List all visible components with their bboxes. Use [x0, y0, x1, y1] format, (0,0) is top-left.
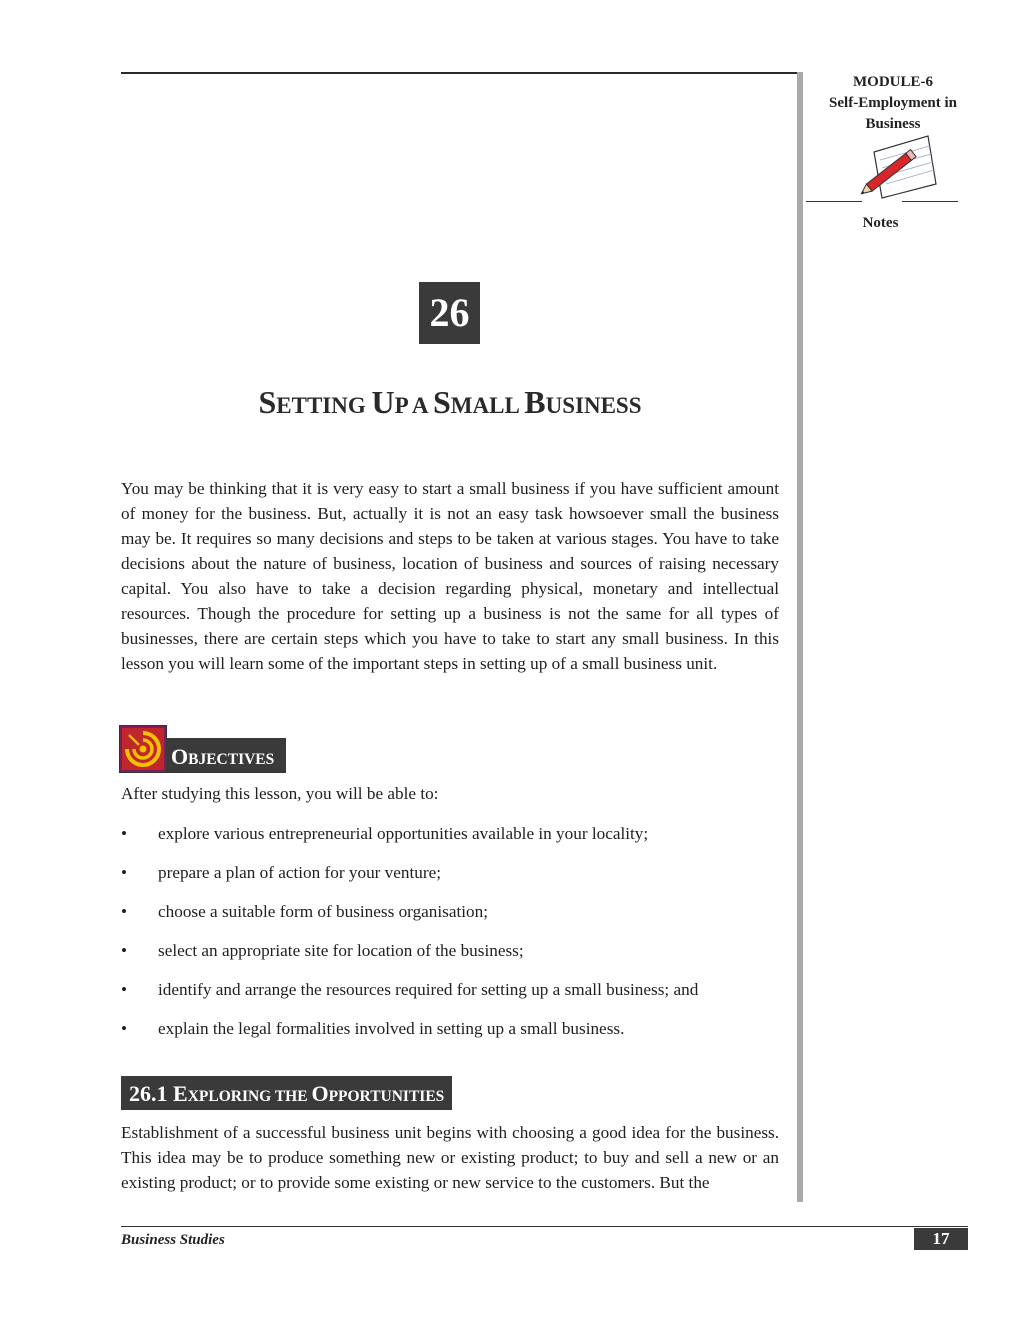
title-smallcaps: MALL — [450, 393, 525, 418]
bullet-icon: • — [121, 980, 128, 999]
notes-rule-left — [806, 201, 862, 202]
objectives-heading-rest: BJECTIVES — [188, 751, 275, 768]
list-item — [121, 938, 781, 977]
list-item — [121, 977, 781, 1016]
bullet-icon: • — [121, 941, 128, 960]
list-item-text: prepare a plan of action for your venture; — [158, 863, 441, 882]
module-name-line2: Business — [865, 116, 921, 132]
title-smallcaps: USINESS — [545, 393, 642, 418]
footer-book-title: Business Studies — [121, 1232, 225, 1248]
list-item-text: choose a suitable form of business organisation; — [158, 902, 489, 921]
bullet-icon: • — [121, 902, 128, 921]
title-initial: U — [371, 384, 395, 420]
title-initial: S — [432, 384, 451, 420]
list-item-text: select an appropriate site for location of the business; — [158, 941, 524, 960]
section-title-initial: E — [173, 1081, 188, 1106]
section-paragraph: Establishment of a successful business unit begins with choosing a good idea for the business. This idea may be to produce something new or existing product; to buy and sell a new or an existing product; or to provide some existing or new service to the customers. But the — [121, 1123, 779, 1192]
objectives-heading — [166, 738, 286, 773]
intro-paragraph: You may be thinking that it is very easy to start a small business if you have sufficient amount of money for the business. But, actually it is not an easy task howsoever small the business may be. It requires so many decisions and steps to be taken at various stages. You have to take decisions about the nature of business, location of business and sources of raising necessary capital. You also have to take a decision regarding physical, monetary and intellectual resources. Though the procedure for setting up a business is not the same for all types of businesses, there are certain steps which you have to take to start any small business. In this lesson you will learn some of the important steps in setting up of a small business unit. — [121, 479, 779, 673]
objectives-list — [121, 821, 781, 1055]
section-title-smallcaps: XPLORING THE — [187, 1088, 312, 1105]
title-initial: B — [524, 384, 546, 420]
title-smallcaps: ETTING — [276, 393, 372, 418]
title-initial: S — [258, 384, 277, 420]
margin-divider — [797, 72, 803, 1202]
module-number: MODULE-6 — [853, 74, 933, 90]
bullet-icon: • — [121, 1019, 128, 1038]
notepad-pencil-icon — [860, 132, 940, 202]
page-number: 17 — [914, 1228, 968, 1250]
chapter-number: 26 — [419, 282, 480, 344]
bullet-icon: • — [121, 824, 128, 843]
section-heading — [121, 1076, 452, 1110]
top-rule — [121, 72, 798, 74]
notes-label: Notes — [862, 215, 899, 231]
list-item — [121, 899, 781, 938]
objectives-target-icon — [119, 725, 167, 773]
section-title-smallcaps: PPORTUNITIES — [328, 1088, 445, 1105]
list-item-text: identify and arrange the resources required for setting up a small business; and — [158, 980, 699, 999]
notes-rule-right — [902, 201, 958, 202]
footer-rule — [121, 1226, 968, 1227]
module-label — [808, 72, 978, 135]
objectives-heading-initial: O — [171, 744, 189, 769]
module-name-line1: Self-Employment in — [829, 95, 957, 111]
chapter-title — [121, 384, 779, 421]
bullet-icon: • — [121, 863, 128, 882]
title-smallcaps: P A — [394, 393, 433, 418]
list-item-text: explore various entrepreneurial opportunities available in your locality; — [158, 824, 649, 843]
list-item — [121, 860, 781, 899]
section-number: 26.1 — [129, 1081, 168, 1106]
list-item — [121, 1016, 781, 1055]
section-title-initial: O — [311, 1081, 329, 1106]
objectives-lead: After studying this lesson, you will be able to: — [121, 784, 439, 803]
list-item — [121, 821, 781, 860]
list-item-text: explain the legal formalities involved in setting up a small business. — [158, 1019, 625, 1038]
